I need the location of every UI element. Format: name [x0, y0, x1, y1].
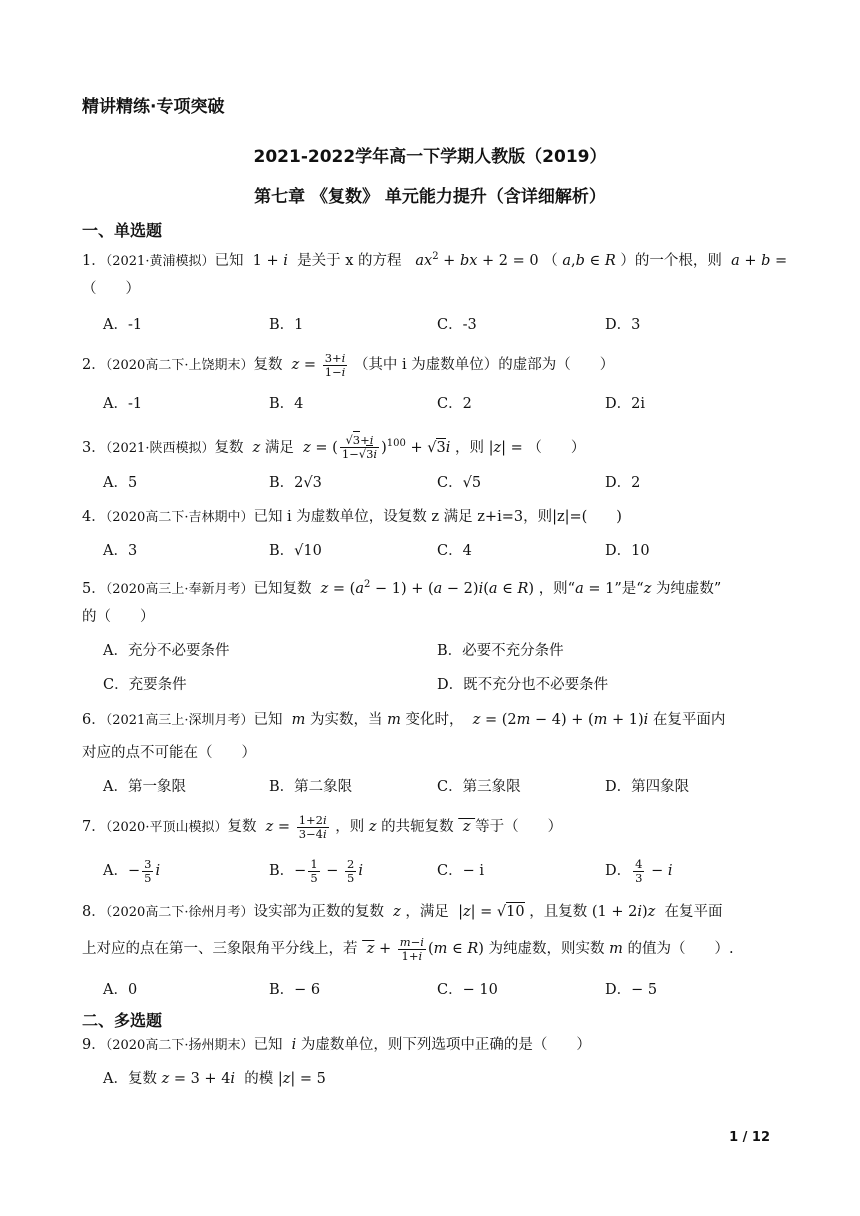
question-9: 9．（2020高二下·扬州期末）已知 i 为虚数单位，则下列选项中正确的是（ ） — [82, 1037, 591, 1053]
option-b[interactable]: B．第二象限 — [269, 779, 353, 795]
question-1: 1．（2021·黄浦模拟）已知 1 + i 是关于 x 的方程 $ax^2$ + bx + 2 = 0 （ a,b ∈ R ）的一个根，则 a + b = — [82, 251, 788, 269]
question-4: 4．（2020高二下·吉林期中）已知 i 为虚数单位，设复数 z 满足 z+i=3，则|z|=( ) — [82, 509, 622, 525]
option-c[interactable]: C．第三象限 — [437, 779, 521, 795]
section-single-choice: 一、单选题 — [82, 221, 163, 240]
question-6-options — [103, 772, 783, 802]
option-a[interactable]: A．第一象限 — [103, 779, 186, 795]
option-d[interactable]: D．第四象限 — [605, 779, 690, 795]
option-a[interactable]: A．3 — [103, 543, 138, 559]
option-a[interactable]: A．0 — [103, 982, 138, 998]
question-5-line2: 的（ ） — [82, 609, 155, 625]
question-7: 7．（2020·平顶山模拟）复数 z = $\frac{1+2i}{3-4i}$ ，则 z 的共轭复数 z 等于（ ） — [82, 812, 563, 841]
question-3: 3．（2021·陕西模拟）复数 z 满足 z = ( $\frac{√3+i}{1-√3i}$ )$^{100}$ + √3i ，则 |z| = （ ） — [82, 433, 586, 462]
question-4-options — [103, 536, 783, 566]
option-b[interactable]: B．− 6 — [269, 982, 321, 998]
option-a[interactable]: A．-1 — [103, 396, 143, 412]
question-3-options — [103, 468, 783, 498]
option-b[interactable]: B．1 — [269, 317, 304, 333]
option-a[interactable]: A．5 — [103, 475, 138, 491]
question-5-options-row2 — [103, 670, 783, 700]
option-a[interactable]: A．-1 — [103, 317, 143, 333]
option-c[interactable]: C．− i — [437, 863, 484, 879]
question-2-options — [103, 389, 783, 419]
question-5-options-row1 — [103, 636, 783, 666]
question-8-options — [103, 975, 783, 1005]
option-d[interactable]: D．2i — [605, 396, 645, 412]
option-c[interactable]: C．4 — [437, 543, 472, 559]
question-6: 6．（2021高三上·深圳月考）已知 m 为实数，当 m 变化时， z = (2m − 4) + (m + 1)i 在复平面内 — [82, 712, 726, 728]
question-1-options — [103, 310, 783, 340]
option-d[interactable]: D．2 — [605, 475, 641, 491]
header-label: 精讲精练·专项突破 — [82, 97, 225, 117]
option-d[interactable]: D．3 — [605, 317, 641, 333]
question-1-paren: （ ） — [82, 281, 140, 297]
question-8-line2: 上对应的点在第一、三象限角平分线上，若 z + $\frac{m-i}{1+i}$ (m ∈ R) 为纯虚数，则实数 m 的值为（ ）. — [82, 934, 734, 963]
option-d[interactable]: D．− 5 — [605, 982, 658, 998]
option-b[interactable]: B．4 — [269, 396, 304, 412]
option-d[interactable]: D．既不充分也不必要条件 — [437, 677, 609, 693]
question-2: 2．（2020高二下·上饶期末）复数 z = $\frac{3+i}{1-i}$ （其中 i 为虚数单位）的虚部为（ ） — [82, 350, 615, 379]
question-9-option-a[interactable]: A．复数 z = 3 + 4i 的模 |z| = 5 — [103, 1071, 326, 1087]
option-b[interactable]: B．√10 — [269, 543, 322, 559]
title-line-1: 2021-2022学年高一下学期人教版（2019） — [253, 147, 607, 167]
option-c[interactable]: C．− 10 — [437, 982, 498, 998]
option-b[interactable]: B．2√3 — [269, 475, 322, 491]
option-c[interactable]: C．充要条件 — [103, 677, 187, 693]
title-line-2: 第七章 《复数》 单元能力提升（含详细解析） — [254, 187, 606, 207]
option-a[interactable]: A．充分不必要条件 — [103, 643, 230, 659]
question-7-options — [103, 856, 783, 886]
option-b[interactable]: B．− $\frac{1}{5}$ − $\frac{2}{5}$ i — [269, 856, 363, 885]
option-a[interactable]: A．− $\frac{3}{5}$ i — [103, 856, 161, 885]
option-b[interactable]: B．必要不充分条件 — [437, 643, 564, 659]
option-c[interactable]: C．√5 — [437, 475, 482, 491]
section-multi-choice: 二、多选题 — [82, 1011, 163, 1030]
question-5: 5．（2020高三上·奉新月考）已知复数 $z = (a^2 - 1) + (a - 2)i(a$ ∈ R) ，则“a = 1”是“z 为纯虚数” — [82, 579, 722, 597]
question-8: 8．（2020高二下·徐州月考）设实部为正数的复数 z ，满足 |z| = √10 ，且复数 (1 + 2i)z 在复平面 — [82, 904, 723, 920]
option-d[interactable]: D． $\frac{4}{3}$ − i — [605, 856, 673, 885]
option-c[interactable]: C．2 — [437, 396, 472, 412]
page-number: 1 / 12 — [729, 1130, 770, 1145]
option-c[interactable]: C．-3 — [437, 317, 477, 333]
question-6-line2: 对应的点不可能在（ ） — [82, 745, 256, 761]
option-d[interactable]: D．10 — [605, 543, 650, 559]
